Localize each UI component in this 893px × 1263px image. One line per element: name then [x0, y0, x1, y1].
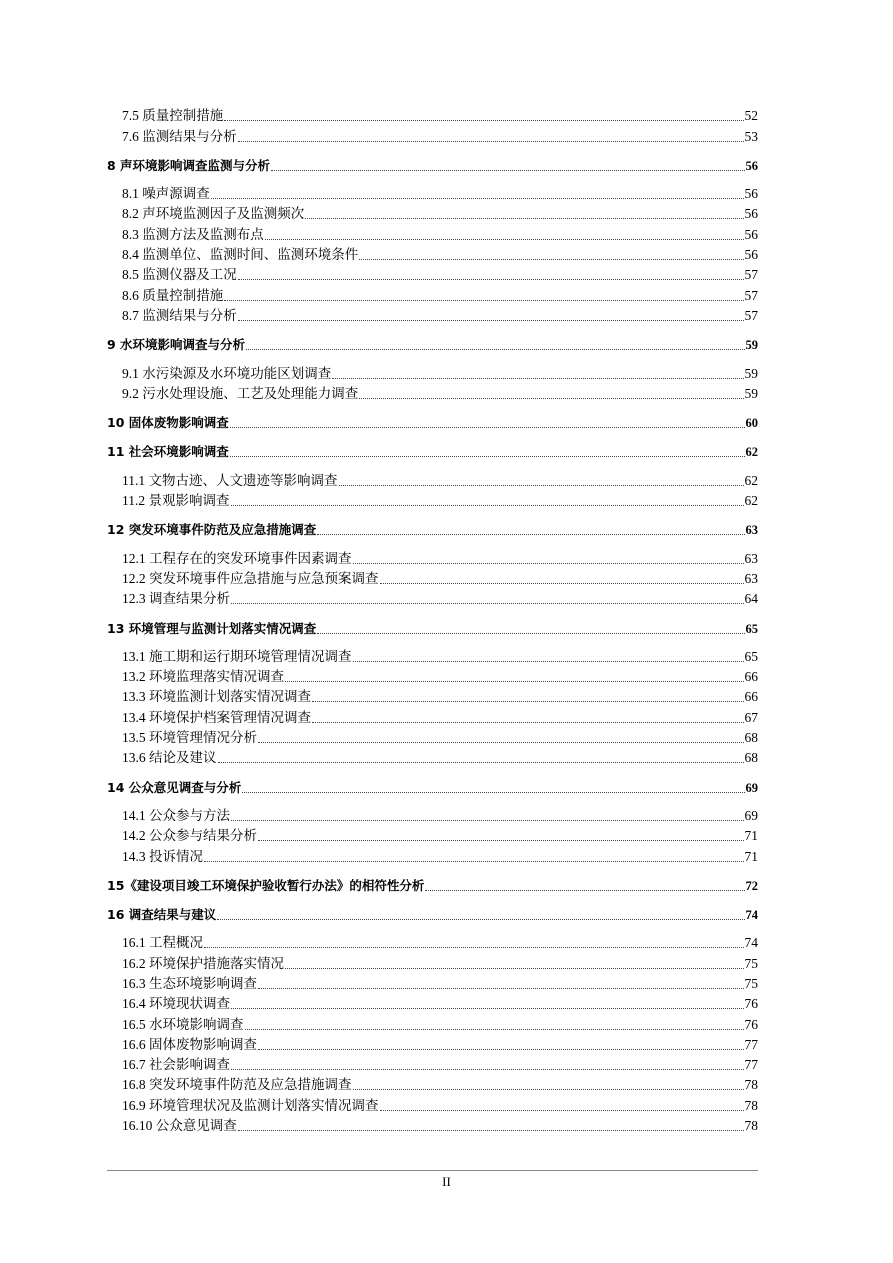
- toc-entry-page-number: 78: [744, 1118, 758, 1134]
- toc-dot-leader: [285, 681, 744, 682]
- toc-section-entry[interactable]: [107, 806, 758, 826]
- toc-section-entry[interactable]: [107, 363, 758, 383]
- toc-dot-leader: [312, 722, 744, 723]
- toc-dot-leader: [332, 378, 743, 379]
- toc-dot-leader: [258, 840, 744, 841]
- toc-dot-leader: [218, 762, 744, 763]
- toc-entry-page-number: 72: [745, 878, 758, 893]
- toc-section-entry[interactable]: [107, 224, 758, 244]
- toc-chapter-entry[interactable]: [107, 413, 758, 433]
- toc-chapter-entry[interactable]: [107, 905, 758, 925]
- toc-dot-leader: [359, 259, 743, 260]
- toc-entry-label: 14 公众意见调查与分析: [107, 779, 242, 795]
- toc-dot-leader: [211, 198, 744, 199]
- toc-dot-leader: [353, 1089, 744, 1090]
- toc-section-entry[interactable]: [107, 707, 758, 727]
- toc-dot-leader: [204, 947, 744, 948]
- toc-entry-label: 15《建设项目竣工环境保护验收暂行办法》的相符性分析: [107, 877, 425, 893]
- toc-chapter-entry[interactable]: [107, 777, 758, 797]
- toc-entry-label: 16.2 环境保护措施落实情况: [122, 955, 284, 971]
- toc-entry-page-number: 62: [744, 472, 758, 488]
- toc-entry-label: 8 声环境影响调查监测与分析: [107, 157, 271, 173]
- toc-section-entry[interactable]: [107, 1055, 758, 1075]
- toc-entry-label: 16 调查结果与建议: [107, 907, 217, 923]
- toc-entry-page-number: 76: [744, 996, 758, 1012]
- toc-chapter-entry[interactable]: [107, 876, 758, 896]
- toc-section-entry[interactable]: [107, 647, 758, 667]
- toc-entry-page-number: 68: [744, 730, 758, 746]
- toc-dot-leader: [231, 505, 744, 506]
- toc-entry-label: 16.3 生态环境影响调查: [122, 975, 257, 991]
- toc-section-entry[interactable]: [107, 953, 758, 973]
- toc-dot-leader: [246, 349, 744, 350]
- toc-dot-leader: [425, 890, 744, 891]
- toc-section-entry[interactable]: [107, 106, 758, 126]
- toc-dot-leader: [258, 742, 744, 743]
- toc-entry-label: 16.6 固体废物影响调查: [122, 1036, 257, 1052]
- toc-section-entry[interactable]: [107, 933, 758, 953]
- toc-entry-label: 16.1 工程概况: [122, 935, 203, 951]
- toc-entry-label: 8.6 质量控制措施: [122, 287, 224, 303]
- toc-section-entry[interactable]: [107, 470, 758, 490]
- toc-entry-page-number: 66: [744, 689, 758, 705]
- toc-entry-page-number: 77: [744, 1036, 758, 1052]
- toc-entry-label: 16.8 突发环境事件防范及应急措施调查: [122, 1077, 352, 1093]
- toc-section-entry[interactable]: [107, 1075, 758, 1095]
- toc-entry-label: 14.1 公众参与方法: [122, 807, 230, 823]
- toc-section-entry[interactable]: [107, 589, 758, 609]
- toc-entry-page-number: 69: [745, 780, 758, 795]
- toc-entry-page-number: 63: [744, 570, 758, 586]
- toc-dot-leader: [271, 170, 744, 171]
- toc-dot-leader: [238, 320, 744, 321]
- toc-dot-leader: [231, 1008, 744, 1009]
- toc-section-entry[interactable]: [107, 569, 758, 589]
- toc-entry-page-number: 63: [745, 523, 758, 538]
- toc-dot-leader: [258, 1049, 744, 1050]
- toc-entry-label: 11.1 文物古迹、人文遗迹等影响调查: [122, 472, 338, 488]
- toc-entry-label: 14.3 投诉情况: [122, 848, 203, 864]
- toc-entry-label: 12.2 突发环境事件应急措施与应急预案调查: [122, 570, 379, 586]
- toc-section-entry[interactable]: [107, 994, 758, 1014]
- toc-entry-page-number: 56: [744, 186, 758, 202]
- toc-entry-page-number: 56: [744, 206, 758, 222]
- toc-dot-leader: [204, 861, 744, 862]
- toc-dot-leader: [238, 279, 744, 280]
- toc-section-entry[interactable]: [107, 306, 758, 326]
- toc-dot-leader: [224, 300, 743, 301]
- toc-section-entry[interactable]: [107, 265, 758, 285]
- toc-entry-page-number: 69: [744, 807, 758, 823]
- toc-entry-page-number: 71: [744, 848, 758, 864]
- toc-section-entry[interactable]: [107, 204, 758, 224]
- toc-section-entry[interactable]: [107, 285, 758, 305]
- toc-entry-page-number: 62: [745, 445, 758, 460]
- toc-entry-label: 13 环境管理与监测计划落实情况调查: [107, 620, 317, 636]
- table-of-contents: [107, 106, 758, 1136]
- toc-entry-label: 13.5 环境管理情况分析: [122, 730, 257, 746]
- toc-entry-page-number: 78: [744, 1077, 758, 1093]
- toc-entry-label: 11.2 景观影响调查: [122, 493, 230, 509]
- toc-entry-page-number: 59: [744, 365, 758, 381]
- toc-dot-leader: [245, 1029, 744, 1030]
- toc-entry-page-number: 59: [745, 338, 758, 353]
- toc-section-entry[interactable]: [107, 728, 758, 748]
- toc-section-entry[interactable]: [107, 826, 758, 846]
- toc-entry-page-number: 71: [744, 828, 758, 844]
- toc-dot-leader: [380, 583, 744, 584]
- toc-entry-page-number: 63: [744, 550, 758, 566]
- toc-dot-leader: [312, 701, 744, 702]
- toc-entry-page-number: 57: [744, 307, 758, 323]
- toc-entry-page-number: 62: [744, 493, 758, 509]
- toc-section-entry[interactable]: [107, 687, 758, 707]
- toc-chapter-entry[interactable]: [107, 520, 758, 540]
- toc-entry-page-number: 75: [744, 975, 758, 991]
- toc-section-entry[interactable]: [107, 548, 758, 568]
- toc-entry-label: 12.1 工程存在的突发环境事件因素调查: [122, 550, 352, 566]
- toc-entry-label: 16.4 环境现状调查: [122, 996, 230, 1012]
- toc-entry-page-number: 56: [744, 226, 758, 242]
- toc-entry-page-number: 64: [744, 591, 758, 607]
- toc-dot-leader: [217, 919, 744, 920]
- toc-entry-page-number: 57: [744, 267, 758, 283]
- toc-section-entry[interactable]: [107, 1014, 758, 1034]
- toc-entry-label: 16.5 水环境影响调查: [122, 1016, 244, 1032]
- toc-entry-page-number: 60: [745, 416, 758, 431]
- toc-dot-leader: [238, 1130, 744, 1131]
- toc-dot-leader: [305, 218, 743, 219]
- toc-entry-label: 7.5 质量控制措施: [122, 108, 224, 124]
- toc-entry-page-number: 67: [744, 709, 758, 725]
- toc-entry-page-number: 59: [744, 385, 758, 401]
- toc-entry-label: 8.1 噪声源调查: [122, 186, 210, 202]
- toc-dot-leader: [224, 120, 743, 121]
- toc-dot-leader: [359, 398, 743, 399]
- toc-section-entry[interactable]: [107, 184, 758, 204]
- toc-entry-page-number: 78: [744, 1097, 758, 1113]
- toc-entry-label: 12.3 调查结果分析: [122, 591, 230, 607]
- toc-dot-leader: [353, 563, 744, 564]
- toc-section-entry[interactable]: [107, 846, 758, 866]
- toc-entry-page-number: 65: [744, 648, 758, 664]
- toc-entry-page-number: 77: [744, 1057, 758, 1073]
- toc-section-entry[interactable]: [107, 384, 758, 404]
- toc-dot-leader: [339, 485, 744, 486]
- toc-entry-label: 9.2 污水处理设施、工艺及处理能力调查: [122, 385, 359, 401]
- toc-entry-label: 13.6 结论及建议: [122, 750, 217, 766]
- toc-section-entry[interactable]: [107, 748, 758, 768]
- toc-entry-label: 8.3 监测方法及监测布点: [122, 226, 264, 242]
- toc-section-entry[interactable]: [107, 1095, 758, 1115]
- toc-dot-leader: [230, 427, 745, 428]
- toc-dot-leader: [231, 603, 744, 604]
- toc-chapter-entry[interactable]: [107, 335, 758, 355]
- toc-entry-page-number: 65: [745, 621, 758, 636]
- toc-section-entry[interactable]: [107, 245, 758, 265]
- toc-section-entry[interactable]: [107, 1035, 758, 1055]
- toc-dot-leader: [317, 534, 744, 535]
- toc-entry-page-number: 75: [744, 955, 758, 971]
- toc-entry-label: 8.4 监测单位、监测时间、监测环境条件: [122, 247, 359, 263]
- toc-entry-page-number: 52: [744, 108, 758, 124]
- toc-entry-page-number: 68: [744, 750, 758, 766]
- toc-dot-leader: [231, 1069, 744, 1070]
- toc-entry-label: 14.2 公众参与结果分析: [122, 828, 257, 844]
- toc-chapter-entry[interactable]: [107, 442, 758, 462]
- toc-entry-label: 16.7 社会影响调查: [122, 1057, 230, 1073]
- toc-dot-leader: [238, 141, 744, 142]
- toc-entry-label: 8.7 监测结果与分析: [122, 307, 237, 323]
- toc-entry-label: 7.6 监测结果与分析: [122, 128, 237, 144]
- toc-entry-label: 13.1 施工期和运行期环境管理情况调查: [122, 648, 352, 664]
- toc-entry-label: 13.4 环境保护档案管理情况调查: [122, 709, 311, 725]
- toc-dot-leader: [317, 633, 744, 634]
- toc-entry-label: 16.9 环境管理状况及监测计划落实情况调查: [122, 1097, 379, 1113]
- toc-entry-page-number: 56: [744, 247, 758, 263]
- toc-entry-label: 8.5 监测仪器及工况: [122, 267, 237, 283]
- toc-section-entry[interactable]: [107, 974, 758, 994]
- footer-divider: [107, 1170, 758, 1171]
- toc-entry-label: 8.2 声环境监测因子及监测频次: [122, 206, 305, 222]
- toc-section-entry[interactable]: [107, 667, 758, 687]
- toc-dot-leader: [230, 456, 745, 457]
- toc-section-entry[interactable]: [107, 1116, 758, 1136]
- footer-page-number: II: [442, 1174, 451, 1189]
- toc-entry-page-number: 53: [744, 128, 758, 144]
- toc-entry-page-number: 74: [745, 908, 758, 923]
- toc-dot-leader: [285, 968, 744, 969]
- toc-entry-label: 13.3 环境监测计划落实情况调查: [122, 689, 311, 705]
- toc-entry-label: 9 水环境影响调查与分析: [107, 337, 246, 353]
- toc-entry-page-number: 76: [744, 1016, 758, 1032]
- toc-chapter-entry[interactable]: [107, 618, 758, 638]
- toc-dot-leader: [380, 1110, 744, 1111]
- toc-dot-leader: [242, 792, 744, 793]
- toc-entry-label: 12 突发环境事件防范及应急措施调查: [107, 522, 317, 538]
- toc-entry-label: 16.10 公众意见调查: [122, 1118, 237, 1134]
- toc-entry-page-number: 74: [744, 935, 758, 951]
- toc-section-entry[interactable]: [107, 491, 758, 511]
- toc-entry-page-number: 56: [745, 158, 758, 173]
- toc-entry-label: 13.2 环境监理落实情况调查: [122, 669, 284, 685]
- toc-chapter-entry[interactable]: [107, 156, 758, 176]
- toc-dot-leader: [258, 988, 744, 989]
- toc-dot-leader: [231, 820, 744, 821]
- toc-entry-label: 9.1 水污染源及水环境功能区划调查: [122, 365, 332, 381]
- toc-entry-page-number: 57: [744, 287, 758, 303]
- toc-entry-label: 10 固体废物影响调查: [107, 415, 229, 431]
- toc-dot-leader: [265, 239, 744, 240]
- toc-entry-label: 11 社会环境影响调查: [107, 444, 229, 460]
- toc-section-entry[interactable]: [107, 126, 758, 146]
- toc-entry-page-number: 66: [744, 669, 758, 685]
- toc-dot-leader: [353, 661, 744, 662]
